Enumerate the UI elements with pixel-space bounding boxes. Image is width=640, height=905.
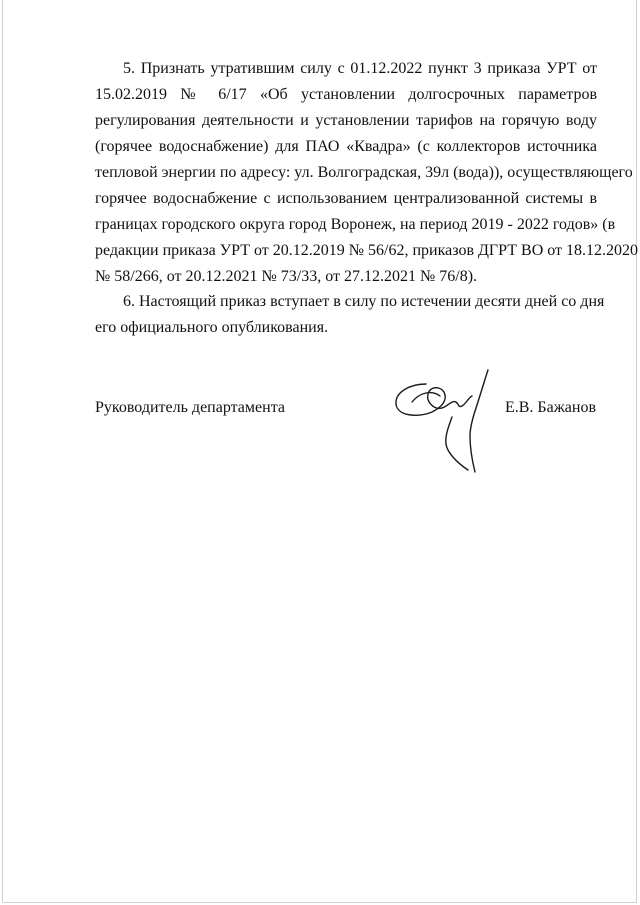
paragraph-5 [95,56,639,290]
handwritten-signature [390,362,510,477]
paragraph-5-line: 15.02.2019 № 6/17 «Об установлении долгосрочных параметров [95,86,597,103]
signatory-title: Руководитель департамента [95,399,285,416]
paragraph-5-line: (горячее водоснабжение) для ПАО «Квадра» (с коллекторов источника [95,138,597,155]
paragraph-5-line: горячее водоснабжение с использованием централизованной системы в [95,190,597,207]
paragraph-6 [95,289,605,341]
paragraph-5-line: редакции приказа УРТ от 20.12.2019 № 56/62, приказов ДГРТ ВО от 18.12.2020 [95,242,639,259]
paragraph-6-line: 6. Настоящий приказ вступает в силу по истечении десяти дней со дня [123,293,605,310]
signatory-name: Е.В. Бажанов [504,399,596,416]
paragraph-5-line: тепловой энергии по адресу: ул. Волгоградская, 39л (вода)), осуществляющего [95,164,633,181]
paragraph-5-line: регулирования деятельности и установлении тарифов на горячую воду [95,112,597,129]
paragraph-5-line: № 58/266, от 20.12.2021 № 73/33, от 27.12.2021 № 76/8). [95,268,478,285]
paragraph-5-line: 5. Признать утратившим силу с 01.12.2022 пункт 3 приказа УРТ от [123,60,597,77]
paragraph-5-line: границах городского округа город Воронеж, на период 2019 - 2022 годов» (в [95,216,616,233]
paragraph-6-line: его официального опубликования. [95,319,329,336]
